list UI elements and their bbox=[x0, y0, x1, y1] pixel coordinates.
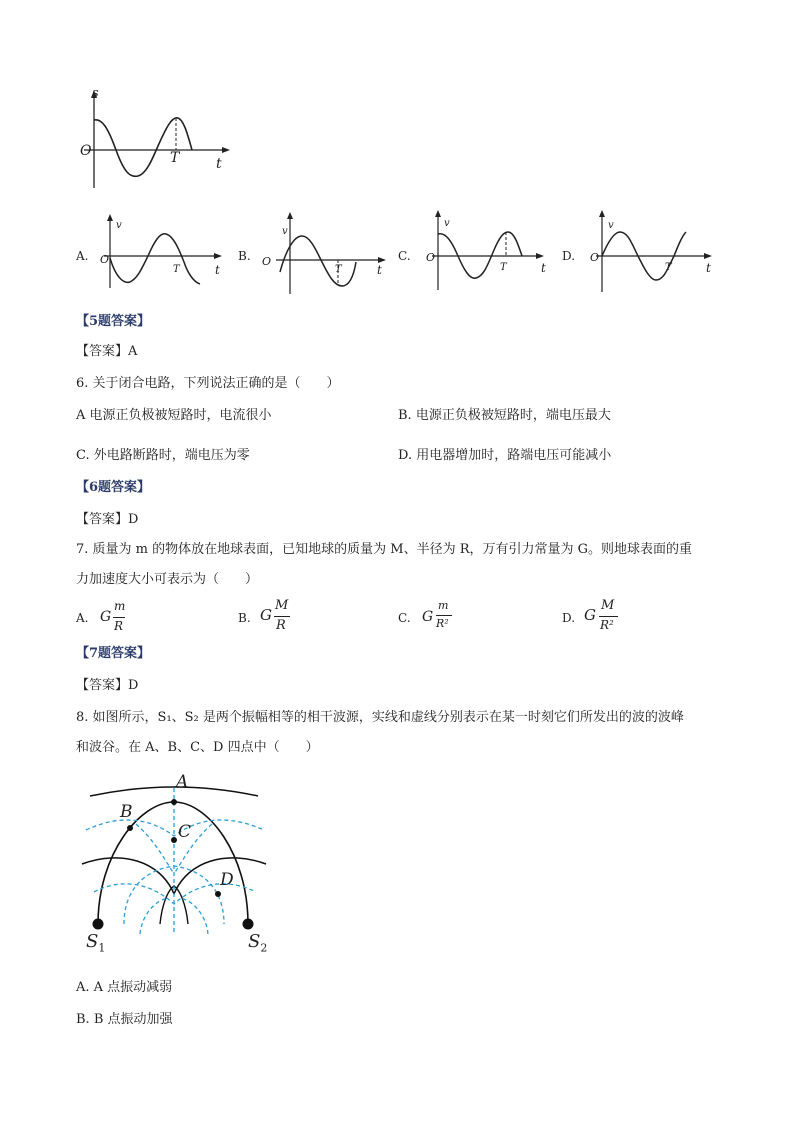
option-c-letter: C. bbox=[398, 249, 411, 263]
q7-option-d-letter: D. bbox=[562, 611, 576, 625]
origin-label: O bbox=[80, 143, 92, 159]
point-c-label: C bbox=[178, 822, 192, 842]
q5-answer-heading: 【5题答案】 bbox=[76, 314, 151, 329]
option-b-o: O bbox=[262, 255, 272, 268]
option-b-T: T bbox=[335, 264, 342, 275]
q7-option-d-g: G bbox=[584, 606, 596, 624]
q7-option-d-num: M bbox=[601, 598, 615, 613]
q7-option-a-letter: A. bbox=[76, 611, 89, 625]
s-axis-label: s bbox=[92, 86, 99, 101]
option-a-v: v bbox=[116, 220, 122, 231]
q7-stem-line2: 力加速度大小可表示为（ ） bbox=[76, 572, 259, 587]
period-label: T bbox=[170, 150, 180, 166]
q7-option-b-letter: B. bbox=[238, 611, 251, 625]
q6-option-a[interactable]: A 电源正负极被短路时，电流很小 bbox=[76, 408, 272, 423]
q6-answer: 【答案】D bbox=[76, 512, 139, 527]
q7-option-d-bar bbox=[599, 616, 618, 617]
q7-option-b-bar bbox=[274, 616, 290, 617]
q8-stem-line2: 和波谷。在 A、B、C、D 四点中（ ） bbox=[76, 740, 319, 755]
q8-stem-line1: 8. 如图所示，S₁、S₂ 是两个振幅相等的相干波源，实线和虚线分别表示在某一时刻它们所发出的波的波峰 bbox=[76, 710, 684, 725]
option-c-o: O bbox=[426, 251, 436, 264]
q7-option-c-bar bbox=[436, 615, 452, 616]
q6-answer-heading: 【6题答案】 bbox=[76, 480, 151, 495]
option-b-letter: B. bbox=[238, 249, 251, 263]
source-s1-label: $S_1$ bbox=[86, 931, 106, 955]
option-c-T: T bbox=[500, 262, 507, 273]
q6-stem: 6. 关于闭合电路，下列说法正确的是（ ） bbox=[76, 376, 340, 391]
option-b-t: t bbox=[377, 263, 382, 277]
option-a-t: t bbox=[215, 263, 220, 277]
q7-option-b[interactable] bbox=[238, 596, 318, 640]
option-c-t: t bbox=[541, 261, 546, 275]
option-d-o: O bbox=[590, 251, 600, 264]
q7-option-a-g: G bbox=[100, 609, 112, 625]
point-a-label: A bbox=[176, 772, 189, 792]
q7-option-b-den: R bbox=[276, 618, 286, 633]
q7-option-d[interactable] bbox=[562, 596, 642, 640]
q8-option-b[interactable]: B. B 点振动加强 bbox=[76, 1012, 173, 1027]
q8-option-a[interactable]: A. A 点振动减弱 bbox=[76, 980, 173, 995]
q7-option-a[interactable] bbox=[76, 596, 156, 640]
option-a-letter: A. bbox=[76, 249, 89, 263]
option-a-o: O bbox=[100, 253, 110, 266]
q7-option-a-den: R bbox=[114, 619, 124, 633]
option-d-T: T bbox=[665, 262, 672, 273]
q7-option-c-num: m bbox=[438, 599, 449, 612]
q7-option-a-num: m bbox=[114, 599, 126, 613]
q7-option-c-g: G bbox=[422, 609, 434, 625]
option-d-letter: D. bbox=[562, 249, 576, 263]
q7-option-c-den: R² bbox=[436, 617, 449, 630]
q7-answer: 【答案】D bbox=[76, 678, 139, 693]
q7-option-b-g: G bbox=[260, 606, 272, 624]
q7-option-b-num: M bbox=[275, 598, 289, 613]
point-d-label: D bbox=[220, 870, 234, 890]
q6-option-d[interactable]: D. 用电器增加时，路端电压可能减小 bbox=[398, 448, 612, 463]
t-axis-label: t bbox=[216, 156, 222, 172]
q7-answer-heading: 【7题答案】 bbox=[76, 646, 151, 661]
q7-option-d-den: R² bbox=[600, 618, 614, 632]
option-d-v: v bbox=[608, 220, 614, 231]
source-s2-label: $S_2$ bbox=[248, 931, 268, 955]
option-a-T: T bbox=[173, 264, 180, 275]
option-c-v: v bbox=[444, 218, 450, 229]
q7-stem-line1: 7. 质量为 m 的物体放在地球表面，已知地球的质量为 M、半径为 R，万有引力常量为 G。则地球表面的重 bbox=[76, 542, 693, 557]
q7-option-c[interactable] bbox=[398, 596, 478, 640]
q7-option-c-letter: C. bbox=[398, 611, 411, 625]
q6-option-b[interactable]: B. 电源正负极被短路时，端电压最大 bbox=[398, 408, 611, 423]
option-d-t: t bbox=[706, 261, 711, 275]
option-b-v: v bbox=[282, 226, 288, 237]
q5-option-b-graph[interactable] bbox=[270, 210, 400, 300]
q5-main-graph bbox=[78, 88, 238, 198]
q7-option-a-bar bbox=[113, 617, 125, 618]
q5-answer: 【答案】A bbox=[76, 344, 138, 359]
point-b-label: B bbox=[120, 802, 133, 822]
q6-option-c[interactable]: C. 外电路断路时，端电压为零 bbox=[76, 448, 250, 463]
